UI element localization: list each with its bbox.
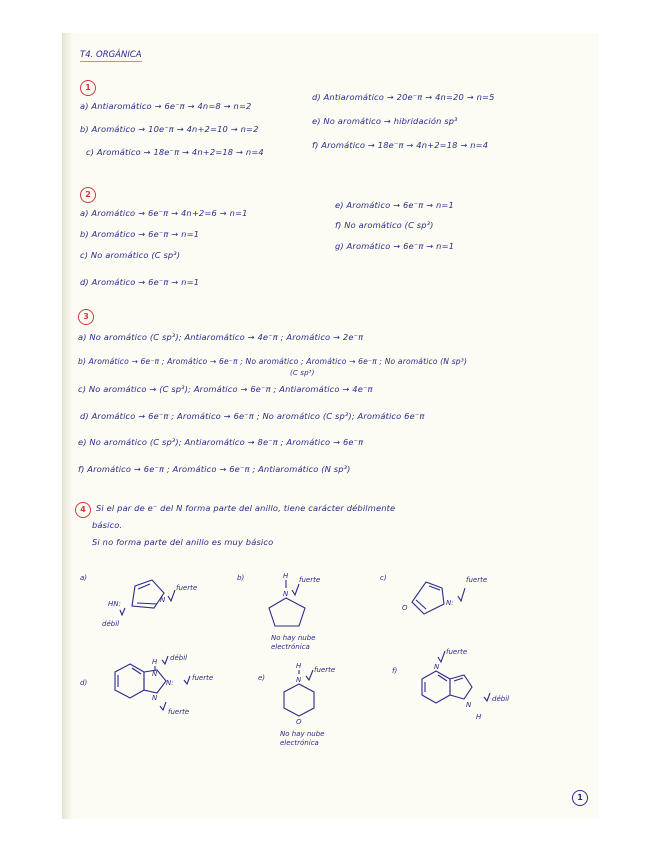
section-number-3: 3 bbox=[78, 309, 94, 325]
s2-item-d: d) Aromático → 6e⁻π → n=1 bbox=[80, 277, 200, 287]
s1-item-e: e) No aromático → hibridación sp³ bbox=[312, 116, 458, 126]
mol-f-n2: N bbox=[466, 701, 472, 709]
molecule-b-pyrrolidine bbox=[237, 568, 357, 653]
mol-a-nh: HN: bbox=[108, 600, 121, 608]
s3-item-b: b) Aromático → 6e⁻π ; Aromático → 6e⁻π ; No aromático ; Aromático → 6e⁻π ; No aromático (N sp³) bbox=[78, 357, 468, 366]
mol-d-label: d) bbox=[80, 679, 88, 687]
mol-b-label: b) bbox=[237, 574, 245, 582]
mol-e-note1: No hay nube bbox=[280, 730, 325, 738]
s4-text-line1: Si el par de e⁻ del N forma parte del anillo, tiene carácter débilmente bbox=[96, 503, 396, 513]
s2-item-f: f) No aromático (C sp³) bbox=[335, 220, 434, 230]
section-number-4: 4 bbox=[75, 502, 91, 518]
page-title: T4. ORGÁNICA bbox=[80, 50, 142, 60]
s1-item-d: d) Antiaromático → 20e⁻π → 4n=20 → n=5 bbox=[312, 92, 495, 102]
mol-b-note1: No hay nube bbox=[271, 634, 316, 642]
section-number-2: 2 bbox=[80, 187, 96, 203]
molecule-d-benzotriazole bbox=[80, 650, 240, 725]
mol-e-label: e) bbox=[258, 674, 266, 682]
molecule-f-azaindole bbox=[392, 645, 552, 730]
mol-f-label: f) bbox=[392, 667, 398, 675]
mol-f-n1: N bbox=[434, 663, 440, 671]
mol-c-strong: fuerte bbox=[466, 576, 488, 584]
mol-d-n2: N: bbox=[166, 679, 174, 687]
mol-d-strong1: fuerte bbox=[192, 674, 214, 682]
s3-item-d: d) Aromático → 6e⁻π ; Aromático → 6e⁻π ; No aromático (C sp³); Aromático 6e⁻π bbox=[80, 411, 425, 421]
mol-f-weak: débil bbox=[492, 695, 510, 703]
mol-e-strong: fuerte bbox=[314, 666, 336, 674]
mol-a-label: a) bbox=[80, 574, 88, 582]
mol-e-o: O bbox=[296, 718, 302, 726]
molecule-c-oxazole bbox=[380, 568, 520, 628]
s1-item-b: b) Aromático → 10e⁻π → 4n+2=10 → n=2 bbox=[80, 124, 259, 134]
molecule-a-imidazole bbox=[80, 568, 220, 638]
mol-c-o: O bbox=[402, 604, 408, 612]
molecule-e-morpholine bbox=[258, 660, 378, 750]
mol-c-n: N: bbox=[446, 599, 454, 607]
s2-item-e: e) Aromático → 6e⁻π → n=1 bbox=[335, 200, 454, 210]
mol-f-h: H bbox=[476, 713, 482, 721]
mol-b-strong: fuerte bbox=[299, 576, 321, 584]
s3-item-e: e) No aromático (C sp³); Antiaromático → 8e⁻π ; Aromático → 6e⁻π bbox=[78, 437, 364, 447]
mol-f-strong: fuerte bbox=[446, 648, 468, 656]
mol-b-note2: electrónica bbox=[271, 643, 310, 651]
s2-item-b: b) Aromático → 6e⁻π → n=1 bbox=[80, 229, 200, 239]
s1-item-f: f) Aromático → 18e⁻π → 4n+2=18 → n=4 bbox=[312, 140, 489, 150]
s2-item-g: g) Aromático → 6e⁻π → n=1 bbox=[335, 241, 455, 251]
s3-item-a: a) No aromático (C sp³); Antiaromático → 4e⁻π ; Aromático → 2e⁻π bbox=[78, 332, 364, 342]
mol-e-note2: electrónica bbox=[280, 739, 319, 747]
s1-item-c: c) Aromático → 18e⁻π → 4n+2=18 → n=4 bbox=[86, 147, 264, 157]
page-number: 1 bbox=[572, 790, 588, 806]
s2-item-a: a) Aromático → 6e⁻π → 4n+2=6 → n=1 bbox=[80, 208, 248, 218]
s1-item-a: a) Antiaromático → 6e⁻π → 4n=8 → n=2 bbox=[80, 101, 252, 111]
mol-a-weak: débil bbox=[102, 620, 120, 628]
mol-a-strong: fuerte bbox=[176, 584, 198, 592]
mol-b-n: N bbox=[283, 590, 289, 598]
s3-item-c: c) No aromático → (C sp³); Aromático → 6e⁻π ; Antiaromático → 4e⁻π bbox=[78, 384, 373, 394]
s3-item-b-note: (C sp³) bbox=[290, 369, 315, 377]
mol-a-n: N bbox=[160, 596, 166, 604]
s4-text-line3: Si no forma parte del anillo es muy básico bbox=[92, 537, 274, 547]
mol-b-h: H bbox=[283, 572, 289, 580]
section-number-1: 1 bbox=[80, 80, 96, 96]
mol-d-h: H bbox=[152, 658, 158, 666]
mol-e-n: N bbox=[296, 676, 302, 684]
s2-item-c: c) No aromático (C sp³) bbox=[80, 250, 181, 260]
s3-item-f: f) Aromático → 6e⁻π ; Aromático → 6e⁻π ; Antiaromático (N sp³) bbox=[78, 464, 351, 474]
mol-d-n1: N bbox=[152, 670, 158, 678]
mol-c-label: c) bbox=[380, 574, 387, 582]
mol-d-n3: N bbox=[152, 694, 158, 702]
mol-e-h: H bbox=[296, 662, 302, 670]
s4-text-line2: básico. bbox=[92, 520, 123, 530]
mol-d-strong2: fuerte bbox=[168, 708, 190, 716]
mol-d-weak: débil bbox=[170, 654, 188, 662]
